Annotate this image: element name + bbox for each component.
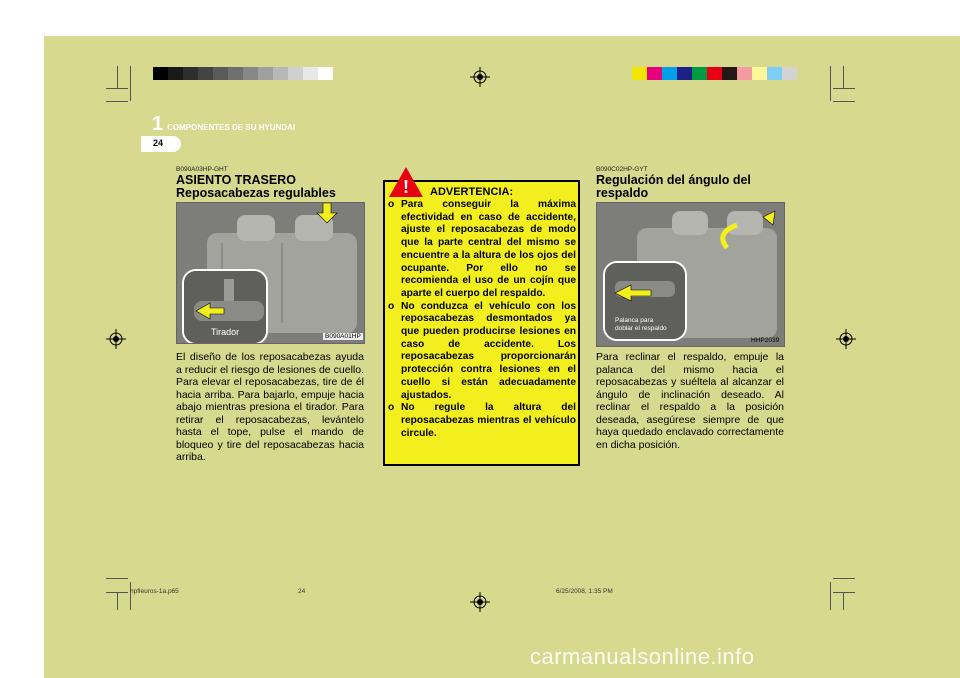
bullet: o: [388, 300, 395, 312]
figure-label: Tirador: [211, 327, 240, 337]
bullet: o: [388, 199, 395, 210]
section-heading: [596, 174, 751, 200]
crop-mark: [106, 578, 128, 579]
warning-item-text: Para conseguir la máxima efectividad en caso de accidente, ajuste el reposacabezas de modo que la parte central del mismo se encuentre a la altura de los ojos del ocupante. Por ello no se recomienda el uso de un cojín que aparte el cuerpo del respaldo.: [401, 199, 576, 299]
crop-mark: [106, 101, 128, 102]
warning-item-text: No conduzca el vehículo con los reposacabezas desmontados ya que pueden producirse lesiones en caso de accidente. Los reposacabezas proporcionarán protección contra lesiones en el cuello si están adecuadamente ajustados.: [401, 300, 576, 401]
warning-icon: [388, 166, 424, 198]
warning-item: [388, 402, 576, 440]
crop-mark: [130, 66, 131, 101]
heading-line: Reposacabezas regulables: [176, 186, 336, 200]
crop-mark: [833, 592, 855, 593]
crop-mark: [830, 582, 831, 610]
section-heading: [176, 174, 336, 200]
crop-mark: [830, 66, 831, 101]
section-code: B090A03HP-GHT: [176, 166, 228, 173]
crop-mark: [843, 592, 844, 610]
crop-mark: [117, 592, 118, 610]
figure-code: B090A01HP: [325, 333, 361, 340]
heading-line: Regulación del ángulo del: [596, 173, 751, 187]
figure-label: [613, 317, 669, 333]
warning-item: [388, 301, 576, 403]
crop-mark: [833, 88, 855, 89]
watermark: carmanualsonline.info: [530, 644, 755, 669]
heading-line: respaldo: [596, 186, 649, 200]
registration-mark-icon: [836, 329, 856, 349]
section-paragraph: El diseño de los reposacabezas ayuda a reducir el riesgo de lesiones de cuello. Para elevar el reposacabezas, tire de él hacia arriba. Para bajarlo, empuje hacia abajo mientras presiona el tirador. Para retirar el reposacabezas, levántelo hasta el tope, pulse el mando de bloqueo y tire del reposacabezas hacia arriba.: [176, 351, 364, 463]
registration-mark-icon: [470, 592, 490, 612]
crop-mark: [843, 66, 844, 88]
svg-text:!: !: [403, 177, 409, 197]
crop-mark: [833, 101, 855, 102]
crop-mark: [106, 88, 128, 89]
registration-mark-icon: [470, 67, 490, 87]
crop-mark: [130, 582, 131, 610]
warning-item: [388, 199, 576, 301]
heading-line: ASIENTO TRASERO: [176, 173, 296, 187]
warning-item-text: No regule la altura del reposacabezas mientras el vehículo circule.: [401, 402, 576, 439]
footer-file: hpfleuros-1a.p65: [130, 588, 179, 595]
crop-mark: [833, 578, 855, 579]
color-bar: [632, 67, 797, 80]
warning-title: ADVERTENCIA:: [430, 186, 514, 198]
crop-mark: [117, 66, 118, 88]
figure-label-line: doblar el respaldo: [615, 325, 667, 332]
footer-date: 6/25/2008, 1:35 PM: [556, 588, 613, 595]
figure-label-line: Palanca para: [615, 317, 654, 324]
figure-code: HHP2039: [751, 337, 780, 344]
section-code: B090C02HP-GYT: [596, 166, 648, 173]
section-paragraph: Para reclinar el respaldo, empuje la palanca del mismo hacia el reposacabezas y suéltela al alcanzar el ángulo de inclinación deseado. Al reclinar el respaldo a la posición deseada, asegúrese siempre de que haya quedado enclavado correctamente en dicha posición.: [596, 351, 784, 451]
headrest-photo: [176, 202, 365, 344]
bullet: o: [388, 402, 395, 414]
registration-mark-icon: [106, 329, 126, 349]
warning-list: [388, 199, 576, 440]
chapter-number: 1: [152, 113, 164, 135]
seatback-photo: [596, 202, 785, 347]
chapter-header: [152, 113, 295, 136]
footer-page: 24: [298, 588, 306, 595]
page-number: 24: [153, 138, 164, 148]
chapter-title: COMPONENTES DE SU HYUNDAI: [167, 123, 296, 132]
grayscale-bar: [153, 67, 333, 80]
